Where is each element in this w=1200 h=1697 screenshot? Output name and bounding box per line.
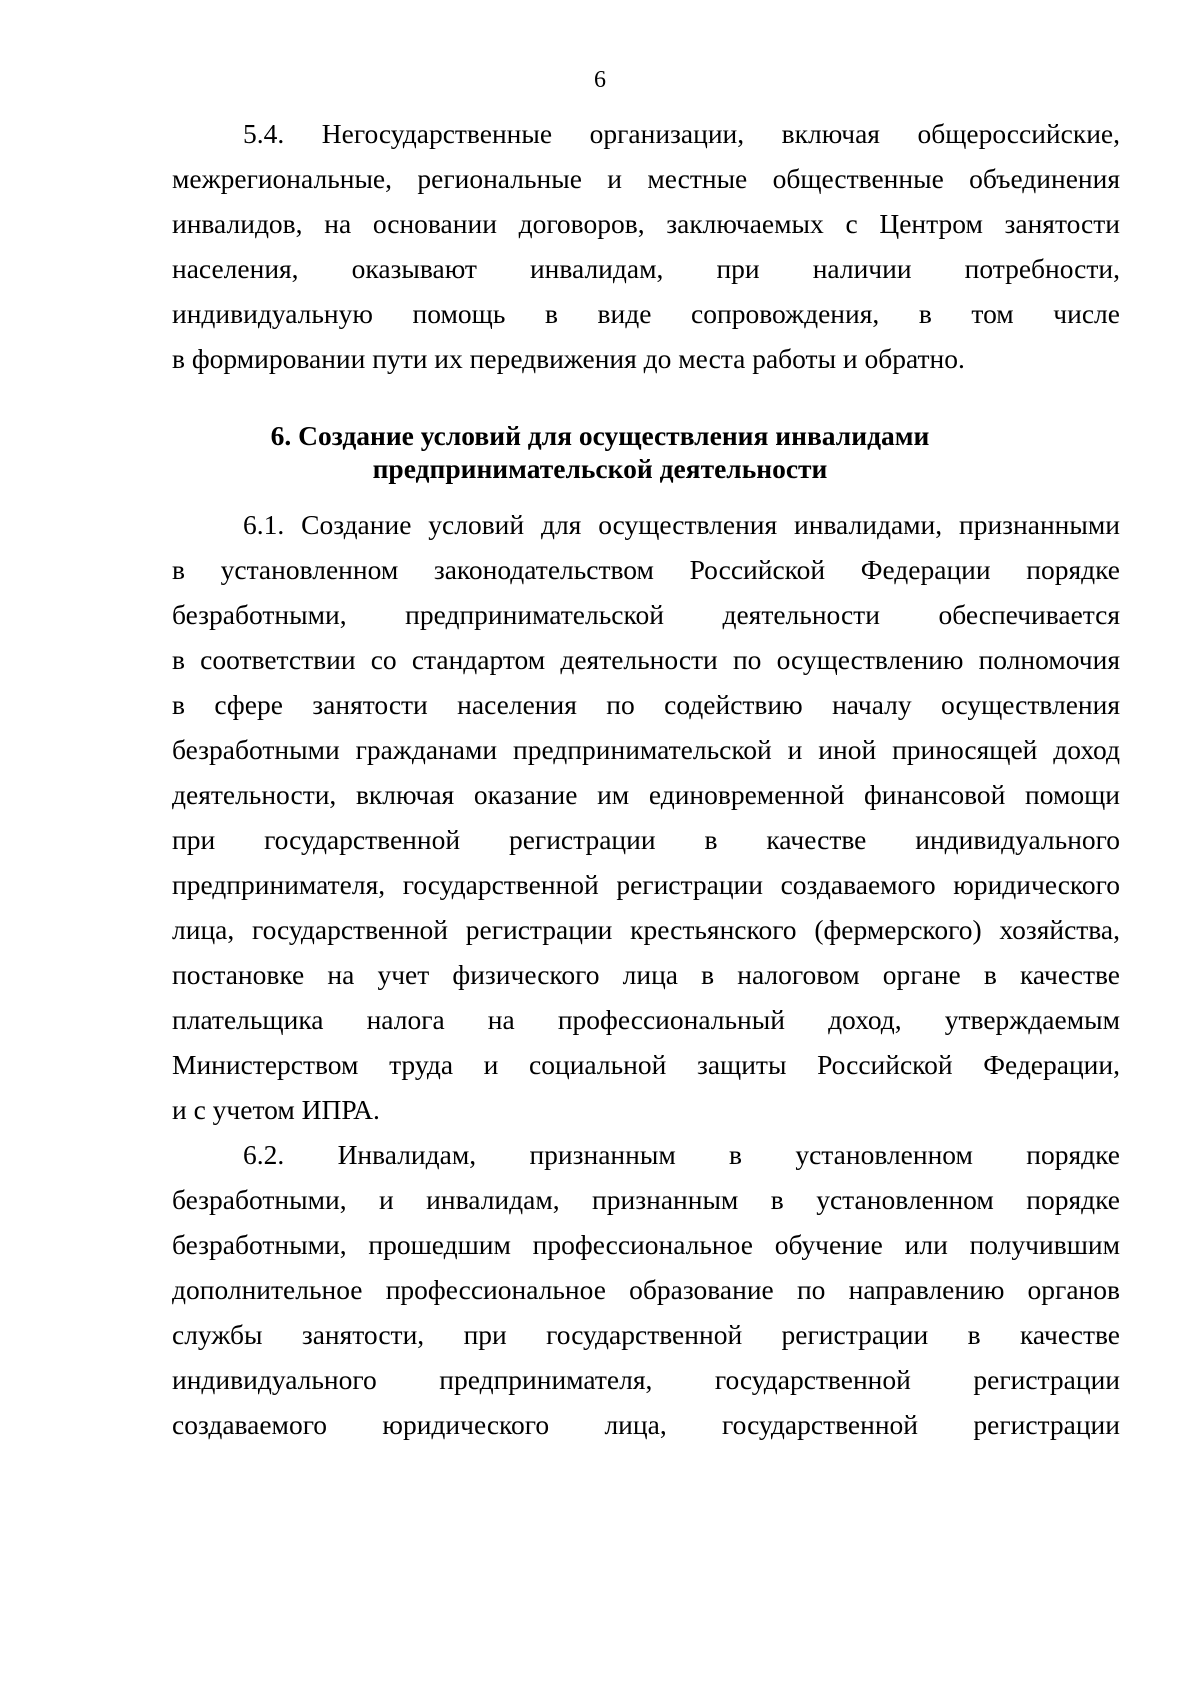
paragraph-line: населения, оказывают инвалидам, при наличии потребности, [172,253,1120,284]
paragraph-line: 6.2. Инвалидам, признанным в установленном порядке [243,1139,1120,1170]
paragraph-line: 5.4. Негосударственные организации, включая общероссийские, [243,118,1120,149]
section-heading-line: 6. Создание условий для осуществления инвалидами [270,420,930,451]
paragraph-line: безработными гражданами предпринимательской и иной приносящей доход [172,734,1120,765]
paragraph-line: дополнительное профессиональное образование по направлению органов [172,1274,1120,1305]
paragraph-line: 6.1. Создание условий для осуществления инвалидами, признанными [243,509,1120,540]
paragraph-line: и с учетом ИПРА. [172,1094,380,1125]
paragraph-line: создаваемого юридического лица, государственной регистрации [172,1409,1120,1440]
paragraph-line: лица, государственной регистрации крестьянского (фермерского) хозяйства, [172,914,1120,945]
paragraph-line: при государственной регистрации в качестве индивидуального [172,824,1120,855]
paragraph-line: в сфере занятости населения по содействию началу осуществления [172,689,1120,720]
paragraph-line: предпринимателя, государственной регистрации создаваемого юридического [172,869,1120,900]
paragraph-line: инвалидов, на основании договоров, заключаемых с Центром занятости [172,208,1120,239]
paragraph-line: в установленном законодательством Российской Федерации порядке [172,554,1120,585]
paragraph-line: межрегиональные, региональные и местные общественные объединения [172,163,1120,194]
paragraph-line: постановке на учет физического лица в налоговом органе в качестве [172,959,1120,990]
paragraph-line: деятельности, включая оказание им единовременной финансовой помощи [172,779,1120,810]
section-heading-line: предпринимательской деятельности [372,453,828,484]
paragraph-line: в соответствии со стандартом деятельности по осуществлению полномочия [172,644,1120,675]
paragraph-line: безработными, и инвалидам, признанным в установленном порядке [172,1184,1120,1215]
paragraph-line: индивидуальную помощь в виде сопровождения, в том числе [172,298,1120,329]
paragraph-line: Министерством труда и социальной защиты Российской Федерации, [172,1049,1120,1080]
paragraph-line: службы занятости, при государственной регистрации в качестве [172,1319,1120,1350]
paragraph-line: в формировании пути их передвижения до места работы и обратно. [172,343,965,374]
paragraph-line: индивидуального предпринимателя, государственной регистрации [172,1364,1120,1395]
paragraph-line: безработными, прошедшим профессиональное обучение или получившим [172,1229,1120,1260]
paragraph-line: плательщика налога на профессиональный доход, утверждаемым [172,1004,1120,1035]
page-number: 6 [594,67,606,93]
paragraph-line: безработными, предпринимательской деятельности обеспечивается [172,599,1120,630]
